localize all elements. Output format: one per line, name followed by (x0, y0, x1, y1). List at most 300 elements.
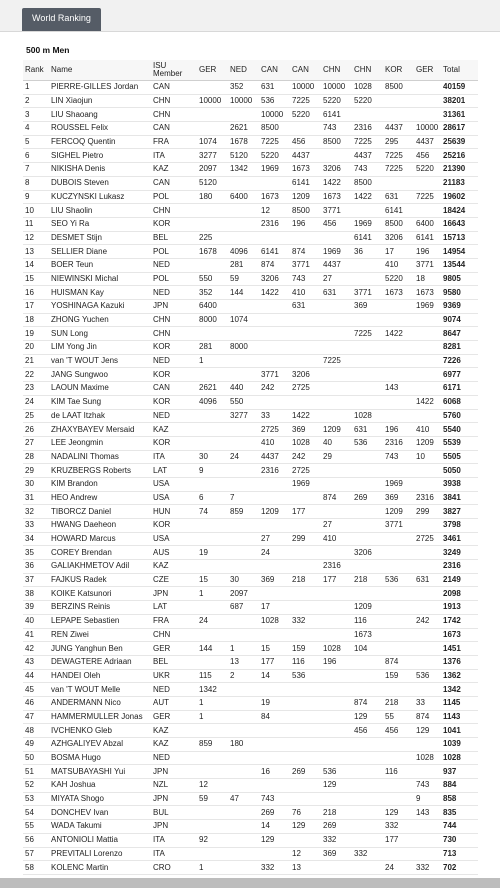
table-row[interactable] (23, 710, 478, 724)
name-cell: MIYATA Shogo (49, 792, 151, 806)
points-cell (352, 450, 383, 464)
points-cell (352, 272, 383, 286)
points-cell (290, 560, 321, 574)
points-cell: 180 (228, 738, 259, 752)
total-cell: 1673 (441, 628, 478, 642)
points-cell: 40 (321, 436, 352, 450)
table-row[interactable] (23, 696, 478, 710)
points-cell: 369 (321, 847, 352, 861)
member-cell: LAT (151, 464, 197, 478)
table-row[interactable] (23, 108, 478, 122)
table-row[interactable] (23, 245, 478, 259)
total-cell: 1362 (441, 669, 478, 683)
points-cell: 743 (352, 163, 383, 177)
points-cell (228, 683, 259, 697)
points-cell (383, 313, 414, 327)
table-row[interactable] (23, 272, 478, 286)
points-cell: 410 (290, 286, 321, 300)
points-cell: 8500 (321, 135, 352, 149)
name-cell: KRUZBERGS Roberts (49, 464, 151, 478)
rank-cell: 58 (23, 861, 49, 875)
member-cell: POL (151, 190, 197, 204)
member-cell: BEL (151, 231, 197, 245)
points-cell (228, 108, 259, 122)
table-row[interactable] (23, 519, 478, 533)
points-cell: 743 (414, 779, 441, 793)
points-cell: 5120 (197, 176, 228, 190)
points-cell (290, 491, 321, 505)
points-cell (414, 546, 441, 560)
name-cell: HAMMERMULLER Jonas (49, 710, 151, 724)
member-cell: CAN (151, 122, 197, 136)
table-row[interactable] (23, 587, 478, 601)
table-row[interactable] (23, 409, 478, 423)
points-cell (228, 532, 259, 546)
table-row[interactable] (23, 176, 478, 190)
table-row[interactable] (23, 450, 478, 464)
points-cell (290, 395, 321, 409)
total-cell: 835 (441, 806, 478, 820)
member-cell: FRA (151, 614, 197, 628)
points-cell (197, 519, 228, 533)
points-cell (259, 313, 290, 327)
total-cell: 6977 (441, 368, 478, 382)
points-cell (290, 587, 321, 601)
table-row[interactable] (23, 601, 478, 615)
total-cell: 884 (441, 779, 478, 793)
points-cell (259, 628, 290, 642)
member-cell: ITA (151, 847, 197, 861)
points-cell (352, 833, 383, 847)
points-cell: 2725 (259, 423, 290, 437)
points-cell: 369 (259, 573, 290, 587)
table-row[interactable] (23, 806, 478, 820)
member-cell: NED (151, 354, 197, 368)
points-cell: 6141 (383, 204, 414, 218)
points-cell: 1969 (290, 477, 321, 491)
points-cell (383, 601, 414, 615)
rank-cell: 2 (23, 94, 49, 108)
table-row[interactable] (23, 94, 478, 108)
points-cell: 242 (259, 382, 290, 396)
name-cell: BERZINS Reinis (49, 601, 151, 615)
total-cell: 1376 (441, 655, 478, 669)
points-cell: 7 (228, 491, 259, 505)
total-cell: 5050 (441, 464, 478, 478)
total-cell: 3249 (441, 546, 478, 560)
points-cell (197, 81, 228, 95)
table-row[interactable] (23, 163, 478, 177)
name-cell: HWANG Daeheon (49, 519, 151, 533)
points-cell (197, 751, 228, 765)
member-cell: JPN (151, 765, 197, 779)
points-cell: 10000 (290, 81, 321, 95)
name-cell: BOSMA Hugo (49, 751, 151, 765)
points-cell (352, 519, 383, 533)
table-row[interactable] (23, 505, 478, 519)
table-row[interactable] (23, 81, 478, 95)
points-cell (383, 354, 414, 368)
table-row[interactable] (23, 779, 478, 793)
points-cell: 5220 (290, 108, 321, 122)
total-cell: 16643 (441, 217, 478, 231)
table-row[interactable] (23, 861, 478, 875)
points-cell: 332 (414, 861, 441, 875)
member-cell: HUN (151, 505, 197, 519)
table-row[interactable] (23, 135, 478, 149)
points-cell: 196 (414, 245, 441, 259)
points-cell: 76 (290, 806, 321, 820)
points-cell (290, 122, 321, 136)
name-cell: KUCZYNSKI Lukasz (49, 190, 151, 204)
points-cell: 30 (228, 573, 259, 587)
points-cell: 874 (352, 696, 383, 710)
points-cell: 1028 (321, 642, 352, 656)
points-cell: 177 (383, 833, 414, 847)
rank-cell: 37 (23, 573, 49, 587)
points-cell: 332 (321, 833, 352, 847)
member-cell: NZL (151, 779, 197, 793)
points-cell: 2725 (290, 382, 321, 396)
table-row[interactable] (23, 820, 478, 834)
table-row[interactable] (23, 628, 478, 642)
points-cell (228, 519, 259, 533)
points-cell (414, 560, 441, 574)
points-cell: 242 (414, 614, 441, 628)
name-cell: KOLENC Martin (49, 861, 151, 875)
name-cell: LEE Jeongmin (49, 436, 151, 450)
points-cell: 631 (352, 423, 383, 437)
table-row[interactable] (23, 327, 478, 341)
name-cell: GALIAKHMETOV Adil (49, 560, 151, 574)
table-row[interactable] (23, 313, 478, 327)
total-cell: 7226 (441, 354, 478, 368)
table-row[interactable] (23, 368, 478, 382)
points-cell (414, 94, 441, 108)
points-cell (414, 833, 441, 847)
points-cell (383, 532, 414, 546)
rank-cell: 46 (23, 696, 49, 710)
table-row[interactable] (23, 532, 478, 546)
points-cell (259, 847, 290, 861)
points-cell: 4437 (321, 258, 352, 272)
total-cell: 38201 (441, 94, 478, 108)
total-cell: 6171 (441, 382, 478, 396)
points-cell: 17 (259, 601, 290, 615)
points-cell (228, 724, 259, 738)
tab-world-ranking[interactable]: World Ranking (22, 8, 101, 31)
name-cell: PIERRE-GILLES Jordan (49, 81, 151, 95)
table-row[interactable] (23, 683, 478, 697)
table-row[interactable] (23, 751, 478, 765)
points-cell: 410 (321, 532, 352, 546)
rank-cell: 10 (23, 204, 49, 218)
table-row[interactable] (23, 560, 478, 574)
table-row[interactable] (23, 149, 478, 163)
points-cell (197, 258, 228, 272)
total-cell: 9580 (441, 286, 478, 300)
points-cell: 8500 (383, 217, 414, 231)
table-row[interactable] (23, 122, 478, 136)
rank-cell: 3 (23, 108, 49, 122)
table-row[interactable] (23, 546, 478, 560)
member-cell: ITA (151, 833, 197, 847)
name-cell: HEO Andrew (49, 491, 151, 505)
table-row[interactable] (23, 300, 478, 314)
table-row[interactable] (23, 286, 478, 300)
points-cell: 1 (197, 861, 228, 875)
total-cell: 2316 (441, 560, 478, 574)
points-cell: 19 (259, 696, 290, 710)
points-cell: 4437 (259, 450, 290, 464)
column-header: GER (414, 60, 441, 81)
rank-cell: 22 (23, 368, 49, 382)
rank-cell: 14 (23, 258, 49, 272)
points-cell (321, 382, 352, 396)
points-cell (383, 368, 414, 382)
table-row[interactable] (23, 573, 478, 587)
points-cell: 9 (197, 464, 228, 478)
table-row[interactable] (23, 724, 478, 738)
points-cell (352, 313, 383, 327)
points-cell: 269 (259, 806, 290, 820)
points-cell: 1342 (197, 683, 228, 697)
points-cell: 16 (259, 765, 290, 779)
table-row[interactable] (23, 231, 478, 245)
table-row[interactable] (23, 655, 478, 669)
points-cell (352, 368, 383, 382)
points-cell (383, 560, 414, 574)
total-cell: 1342 (441, 683, 478, 697)
points-cell: 269 (290, 765, 321, 779)
member-cell: CHN (151, 327, 197, 341)
points-cell: 2 (228, 669, 259, 683)
points-cell (197, 477, 228, 491)
points-cell: 18 (414, 272, 441, 286)
points-cell: 3206 (383, 231, 414, 245)
table-row[interactable] (23, 341, 478, 355)
points-cell: 24 (228, 450, 259, 464)
points-cell: 1209 (321, 423, 352, 437)
points-cell (321, 792, 352, 806)
points-cell (352, 354, 383, 368)
table-row[interactable] (23, 436, 478, 450)
points-cell (352, 382, 383, 396)
points-cell: 13 (228, 655, 259, 669)
points-cell (414, 108, 441, 122)
rank-cell: 27 (23, 436, 49, 450)
points-cell (352, 505, 383, 519)
member-cell: KOR (151, 519, 197, 533)
points-cell: 14 (259, 820, 290, 834)
points-cell: 74 (197, 505, 228, 519)
points-cell (414, 683, 441, 697)
rank-cell: 23 (23, 382, 49, 396)
points-cell: 10000 (259, 108, 290, 122)
points-cell (414, 587, 441, 601)
points-cell: 874 (383, 655, 414, 669)
points-cell: 59 (228, 272, 259, 286)
rank-cell: 51 (23, 765, 49, 779)
total-cell: 1028 (441, 751, 478, 765)
total-cell: 3841 (441, 491, 478, 505)
points-cell: 225 (197, 231, 228, 245)
member-cell: NED (151, 409, 197, 423)
points-cell (290, 792, 321, 806)
points-cell: 7225 (383, 163, 414, 177)
name-cell: ZHONG Yuchen (49, 313, 151, 327)
points-cell (197, 436, 228, 450)
points-cell (414, 642, 441, 656)
table-row[interactable] (23, 738, 478, 752)
member-cell: JPN (151, 587, 197, 601)
points-cell (321, 683, 352, 697)
points-cell: 1209 (383, 505, 414, 519)
table-row[interactable] (23, 204, 478, 218)
points-cell (383, 94, 414, 108)
table-row[interactable] (23, 792, 478, 806)
points-cell: 1673 (414, 286, 441, 300)
points-cell: 536 (290, 669, 321, 683)
points-cell (259, 751, 290, 765)
points-cell (383, 464, 414, 478)
table-row[interactable] (23, 258, 478, 272)
points-cell (228, 628, 259, 642)
member-cell: POL (151, 245, 197, 259)
points-cell (290, 751, 321, 765)
points-cell: 12 (290, 847, 321, 861)
total-cell: 3938 (441, 477, 478, 491)
name-cell: DESMET Stijn (49, 231, 151, 245)
points-cell: 3206 (321, 163, 352, 177)
table-row[interactable] (23, 833, 478, 847)
table-row[interactable] (23, 190, 478, 204)
points-cell (259, 354, 290, 368)
points-cell: 2725 (414, 532, 441, 546)
points-cell: 10000 (228, 94, 259, 108)
rank-cell: 55 (23, 820, 49, 834)
points-cell: 1342 (228, 163, 259, 177)
points-cell (321, 696, 352, 710)
member-cell: CHN (151, 313, 197, 327)
points-cell: 2316 (259, 217, 290, 231)
points-cell: 12 (197, 779, 228, 793)
name-cell: SUN Long (49, 327, 151, 341)
points-cell: 6141 (259, 245, 290, 259)
points-cell: 196 (321, 655, 352, 669)
points-cell (259, 738, 290, 752)
table-row[interactable] (23, 382, 478, 396)
table-row[interactable] (23, 491, 478, 505)
points-cell: 2316 (383, 436, 414, 450)
points-cell (352, 655, 383, 669)
points-cell: 456 (352, 724, 383, 738)
table-row[interactable] (23, 847, 478, 861)
name-cell: NADALINI Thomas (49, 450, 151, 464)
points-cell (414, 176, 441, 190)
points-cell (290, 546, 321, 560)
points-cell (228, 710, 259, 724)
table-row[interactable] (23, 217, 478, 231)
points-cell (197, 847, 228, 861)
table-row[interactable] (23, 765, 478, 779)
points-cell: 687 (228, 601, 259, 615)
rank-cell: 25 (23, 409, 49, 423)
table-row[interactable] (23, 642, 478, 656)
points-cell: 4437 (383, 122, 414, 136)
total-cell: 8281 (441, 341, 478, 355)
points-cell: 129 (290, 820, 321, 834)
points-cell: 1673 (259, 190, 290, 204)
table-row[interactable] (23, 464, 478, 478)
points-cell (321, 738, 352, 752)
table-row[interactable] (23, 395, 478, 409)
rank-cell: 15 (23, 272, 49, 286)
member-cell: NED (151, 751, 197, 765)
total-cell: 1913 (441, 601, 478, 615)
points-cell: 550 (197, 272, 228, 286)
points-cell (321, 409, 352, 423)
points-cell (259, 395, 290, 409)
points-cell: 299 (414, 505, 441, 519)
points-cell (197, 327, 228, 341)
points-cell: 92 (197, 833, 228, 847)
points-cell (383, 642, 414, 656)
table-row[interactable] (23, 354, 478, 368)
points-cell: 743 (383, 450, 414, 464)
points-cell: 874 (321, 491, 352, 505)
table-row[interactable] (23, 669, 478, 683)
points-cell (228, 765, 259, 779)
rank-cell: 35 (23, 546, 49, 560)
name-cell: JANG Sungwoo (49, 368, 151, 382)
points-cell (414, 847, 441, 861)
rank-cell: 38 (23, 587, 49, 601)
points-cell: 27 (321, 519, 352, 533)
points-cell: 299 (290, 532, 321, 546)
points-cell: 159 (290, 642, 321, 656)
points-cell (383, 341, 414, 355)
points-cell (228, 833, 259, 847)
points-cell: 8000 (197, 313, 228, 327)
points-cell (290, 601, 321, 615)
table-row[interactable] (23, 423, 478, 437)
name-cell: HANDEI Oleh (49, 669, 151, 683)
points-cell: 536 (352, 436, 383, 450)
points-cell (352, 341, 383, 355)
name-cell: NIEWINSKI Michal (49, 272, 151, 286)
points-cell: 1 (197, 710, 228, 724)
total-cell: 1145 (441, 696, 478, 710)
points-cell: 5220 (321, 94, 352, 108)
name-cell: SIGHEL Pietro (49, 149, 151, 163)
member-cell: USA (151, 491, 197, 505)
rank-cell: 26 (23, 423, 49, 437)
points-cell (321, 724, 352, 738)
points-cell (383, 847, 414, 861)
points-cell (197, 655, 228, 669)
name-cell: YOSHINAGA Kazuki (49, 300, 151, 314)
table-row[interactable] (23, 477, 478, 491)
points-cell (290, 628, 321, 642)
table-row[interactable] (23, 614, 478, 628)
points-cell (321, 505, 352, 519)
points-cell (321, 395, 352, 409)
points-cell (414, 204, 441, 218)
points-cell: 1209 (290, 190, 321, 204)
points-cell: 332 (290, 614, 321, 628)
points-cell (321, 546, 352, 560)
